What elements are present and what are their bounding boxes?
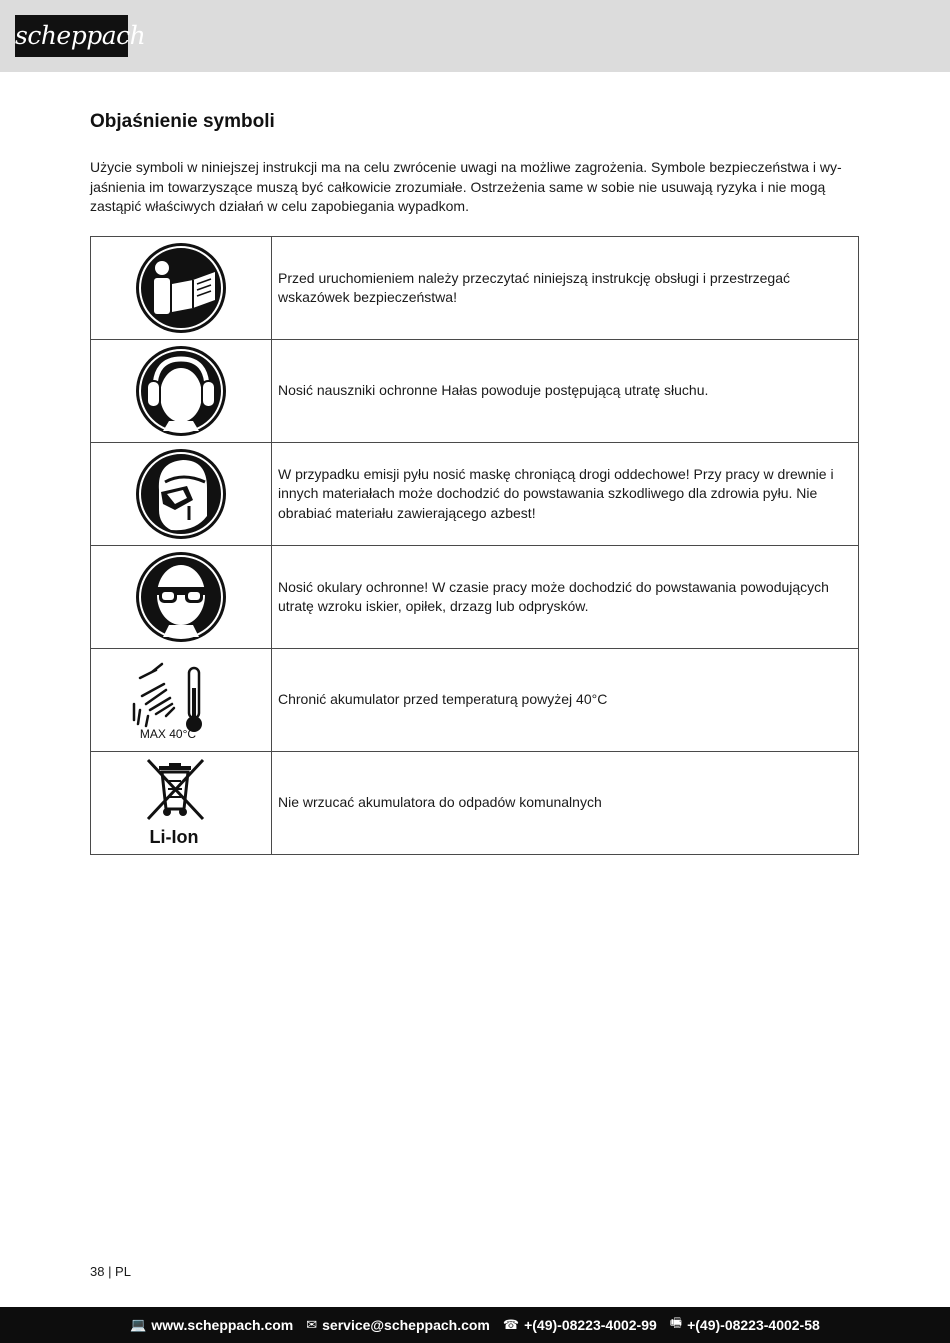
- page-footer: [0, 1307, 950, 1343]
- mail-icon: ✉: [306, 1317, 318, 1332]
- symbol-icon-cell: [91, 340, 272, 443]
- footer-website-text: www.scheppach.com: [151, 1317, 294, 1333]
- footer-email-text: service@scheppach.com: [322, 1317, 490, 1333]
- li-ion-label: Li-Ion: [149, 827, 199, 847]
- symbol-description: Nie wrzucać akumulatora do odpadów komunalnych: [272, 752, 859, 855]
- computer-icon: 💻: [130, 1317, 147, 1332]
- symbol-icon-cell: [91, 237, 272, 340]
- page-title: Objaśnienie symboli: [90, 111, 275, 132]
- max-temperature-icon: [126, 660, 236, 740]
- symbol-icon-cell: [91, 649, 272, 752]
- symbol-description: Przed uruchomieniem należy przeczytać niniejszą instrukcję obsługi i przestrzegać wskazówek bezpieczeństwa!: [272, 237, 859, 340]
- symbol-description: Nosić okulary ochronne! W czasie pracy może dochodzić do powstawania powodujących utratę wzroku iskier, opiłek, drzazg lub odprysków.: [272, 546, 859, 649]
- page-number: 38 | PL: [90, 1264, 131, 1279]
- symbol-icon-cell: [91, 546, 272, 649]
- symbol-row: [91, 443, 859, 546]
- symbol-icon-cell: [91, 752, 272, 855]
- symbol-row: [91, 340, 859, 443]
- page-header: [0, 0, 950, 72]
- symbol-row: [91, 546, 859, 649]
- footer-email[interactable]: [306, 1317, 490, 1333]
- max-temperature-label: MAX 40°C: [139, 727, 197, 740]
- symbol-icon-cell: [91, 443, 272, 546]
- read-manual-icon: [135, 242, 227, 334]
- brand-logo: scheppach: [15, 15, 128, 57]
- symbol-row: [91, 752, 859, 855]
- symbol-description: Nosić nauszniki ochronne Hałas powoduje postępującą utratę słuchu.: [272, 340, 859, 443]
- symbol-description: W przypadku emisji pyłu nosić maskę chroniącą drogi oddechowe! Przy pracy w drewnie i innych materiałach może dochodzić do powstawania szkodliwego dla zdrowia pyłu. Nie obrabiać materiału zawierającego azbest!: [272, 443, 859, 546]
- intro-paragraph: Użycie symboli w niniejszej instrukcji ma na celu zwrócenie uwagi na możliwe zagrożenia. Symbole bezpieczeństwa i wy- jaśnienia im towarzyszące muszą być całkowicie zrozumiałe. Ostrzeżenia same w sobie nie usuwają ryzyka i nie mogą zastąpić właściwych działań w celu zapobiegania wypadkom.: [90, 159, 842, 214]
- footer-phone[interactable]: [503, 1317, 657, 1333]
- safety-goggles-icon: [135, 551, 227, 643]
- phone-icon: ☎: [502, 1317, 520, 1332]
- crossed-bin-li-ion-icon: [141, 757, 221, 849]
- footer-fax-text: +(49)-08223-4002-58: [687, 1317, 820, 1333]
- symbol-description: Chronić akumulator przed temperaturą powyżej 40°C: [272, 649, 859, 752]
- dust-mask-icon: [135, 448, 227, 540]
- ear-protection-icon: [135, 345, 227, 437]
- footer-website[interactable]: [130, 1317, 293, 1333]
- symbols-table: [90, 236, 859, 855]
- footer-fax[interactable]: [670, 1314, 820, 1336]
- symbol-row: [91, 649, 859, 752]
- fax-icon: 🖷: [669, 1315, 683, 1330]
- symbol-row: [91, 237, 859, 340]
- footer-phone-text: +(49)-08223-4002-99: [524, 1317, 657, 1333]
